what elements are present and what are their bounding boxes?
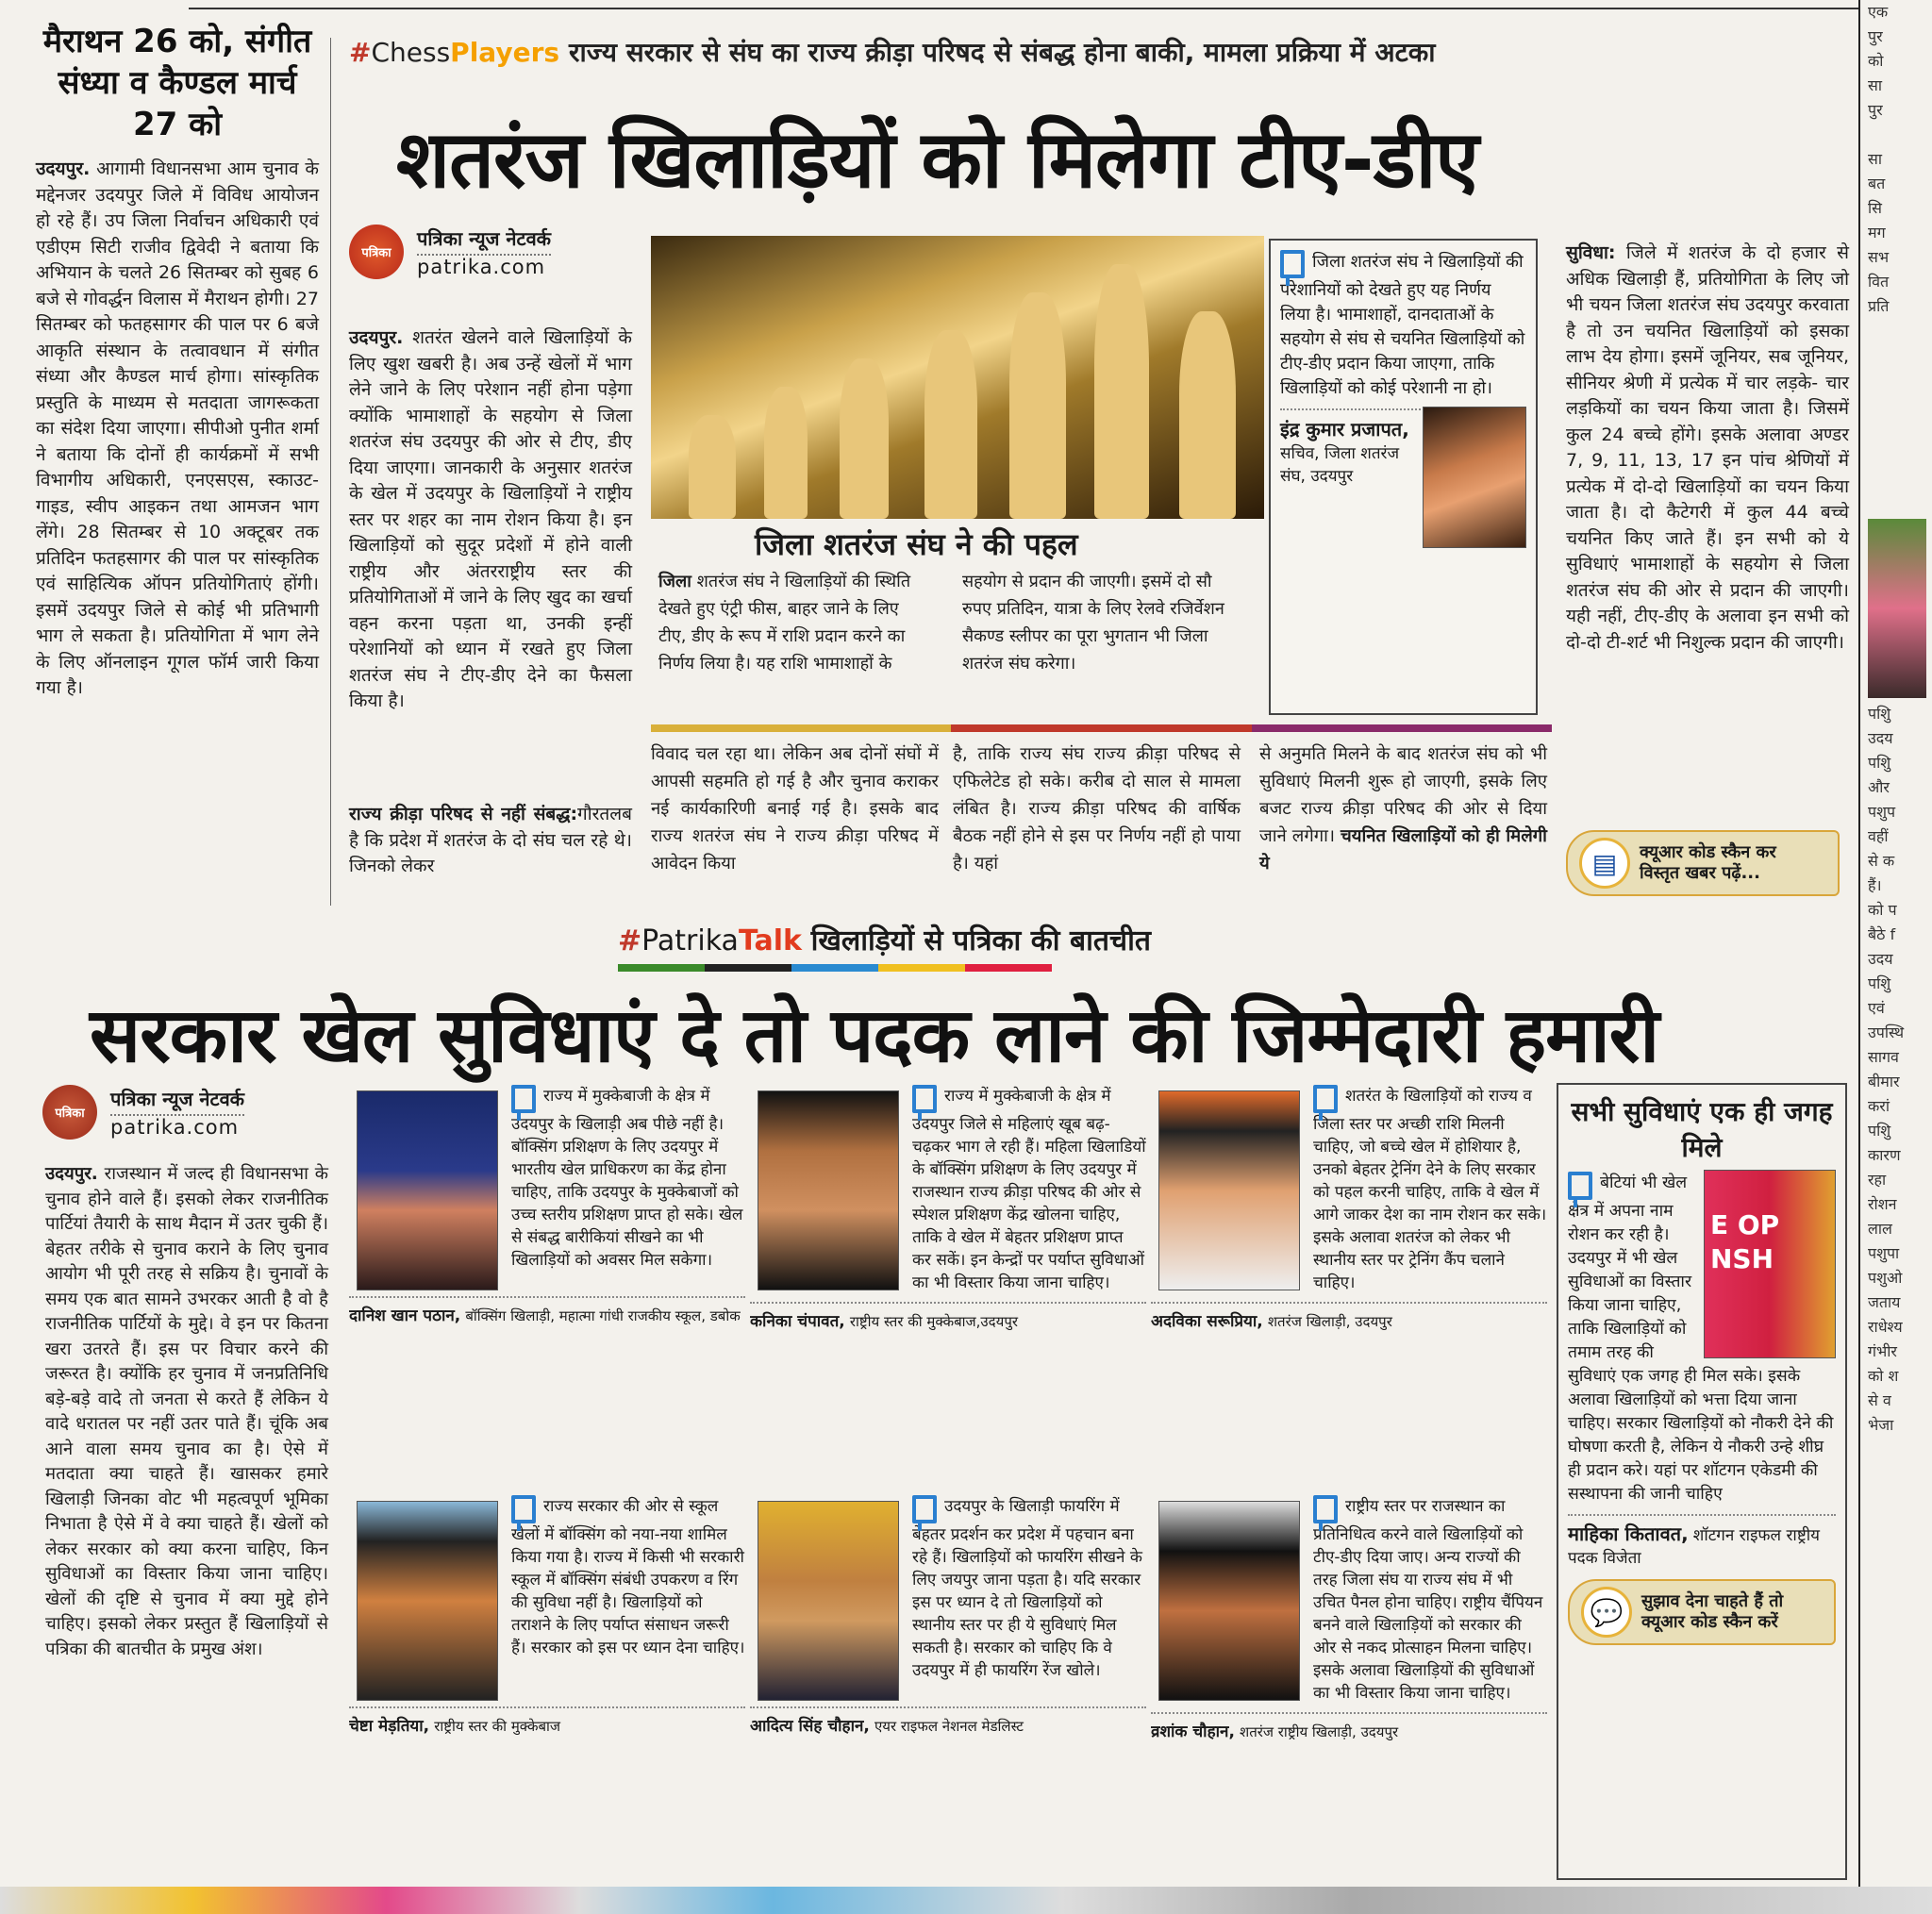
patrika-site-link[interactable]: patrika.com [110,1116,240,1139]
chess-kicker: #ChessPlayers राज्य सरकार से संघ का राज्य क्रीड़ा परिषद से संबद्ध होना बाकी, मामला प्रक्रिया में अटका [349,37,1436,68]
adjacent-line: कारण [1868,1146,1901,1164]
patrika-logo: पत्रिका [42,1085,97,1140]
newspaper-icon: ▤ [1579,838,1630,889]
chess-col-c: से अनुमति मिलने के बाद शतरंज संघ को भी सुविधाएं मिलनी शुरू हो जाएगी, इसके लिए बजट राज्य क्रीड़ा परिषद की ओर से दिया जाने लगेगा। चयनित खिलाड़ियों को ही मिलेगी ये [1259,744,1547,874]
adjacent-line: रोशन [1868,1195,1897,1213]
adjacent-line: सभ [1868,248,1890,266]
column-rule [330,38,331,906]
left-story-headline: मैराथन 26 को, संगीत संध्या व कैण्डल मार्च 27 को [42,23,312,143]
talk-byline: पत्रिका पत्रिका न्यूज नेटवर्क patrika.com [42,1085,244,1140]
adjacent-line: पशुि [1868,754,1891,772]
adjacent-line: पशुि [1868,1122,1891,1140]
facility-section: सुविधा: जिले में शतरंज के दो हजार से अधिक खिलाड़ी हैं, प्रतियोगिता के लिए जो भी चयन जिला शतरंज संघ उदयपुर करवाता है तो उन चयनित खिलाड़ियों को इसका लाभ देय होगा। इसमें जूनियर, सब जूनियर, सीनियर श्रेणी में प्रत्येक में चार लड़के- चार लड़कियों का चयन किया जाता है। जिसमें कुल 24 बच्चे होंगे। इसके अलावा अण्डर 7, 9, 11, 13, 17 इन पांच श्रेणियों में प्रत्येक में दो-दो खिलाड़ियों का चयन किया जाता है। दो कैटेगरी में कुल 44 बच्चे चयनित किए जाते हैं। इन सभी को ये सुविधाएं भामाशाहों के सहयोग से जिला शतरंज संघ की ओर से प्रदान की जाएगी। यही नहीं, टीए-डीए के अलावा इन सभी को दो-दो टी-शर्ट भी निशुल्क प्रदान की जाएगी। [1566,242,1849,653]
patrika-site-link[interactable]: patrika.com [417,256,546,278]
player-card: उदयपुर के खिलाड़ी फायरिंग में बेहतर प्रदर्शन कर प्रदेश में पहचान बना रहे हैं। खिलाड़ियों को फायरिंग सीखने के लिए जयपुर जाना पड़ता है। यदि सरकार इस पर ध्यान दे तो खिलाड़ियों को स्थानीय स्तर पर ही ये सुविधाएं मिल सकती है। सरकार को चाहिए कि वे उदयपुर में ही फायरिंग रेंज खोले। आदित्य सिंह चौहान, एयर राइफल नेशनल मेडलिस्ट [750,1495,1146,1901]
side-box: सभी सुविधाएं एक ही जगह मिले E OP NSH बेटियां भी खेल क्षेत्र में अपना नाम रोशन कर रही है। उदयपुर में भी खेल सुविधाओं का विस्तार किया जाना चाहिए, ताकि खिलाड़ियों को तमाम तरह की सुविधाएं एक जगह ही मिल सके। इसके अलावा खिलाड़ियों को भत्ता दिया जाना चाहिए। सरकार खिलाड़ियों को नौकरी देने की घोषणा करती है, लेकिन ये नौकरी उन्हे शीघ्र ही प्रदान करे। यहां पर शॉटगन एकेडमी की सस्थापना की जानी चाहिए माहिका कितावत, शॉटगन राइफल राष्ट्रीय पदक विजेता 💬 सुझाव देना चाहते हैं तो क्यूआर कोड स्कैन करें [1557,1083,1847,1880]
quote-icon [1313,1495,1338,1523]
player-card: राज्य सरकार की ओर से स्कूल खेलों में बॉक्सिंग को नया-नया शामिल किया गया है। राज्य में किसी भी सरकारी स्कूल में बॉक्सिंग संबंधी उपकरण व रिंग की सुविधा नहीं है। खिलाड़ियों को तराशने के लिए पर्याप्त संसाधन जरूरी हैं। सरकार को इस पर ध्यान देना चाहिए। चेष्टा मेड़तिया, राष्ट्रीय स्तर की मुक्केबाज [349,1497,745,1736]
secretary-photo [1423,407,1526,548]
print-color-strip [0,1887,1932,1914]
adjacent-line: मग [1868,224,1886,241]
adjacent-line: सा [1868,150,1882,168]
adjacent-line: प्रति [1868,297,1890,315]
chat-bubbles-icon: 💬 [1581,1587,1632,1638]
chess-byline: पत्रिका पत्रिका न्यूज नेटवर्क patrika.com [349,225,551,279]
adjacent-line: करां [1868,1097,1890,1115]
quote-name: इंद्र कुमार प्रजापत, [1280,418,1409,441]
player-photo [758,1501,899,1701]
player-photo [1158,1090,1300,1290]
adjacent-line: लाल [1868,1220,1892,1238]
quote-icon [1568,1172,1592,1200]
adjacent-article-strip [1858,0,1932,1887]
adjacent-line: पशुि [1868,974,1891,992]
adjacent-line: जताय [1868,1293,1901,1311]
adjacent-line: एवं [1868,999,1885,1017]
left-story [36,21,319,702]
chess-pieces-photo [651,236,1264,519]
quote-icon [912,1495,937,1523]
adjacent-line: बीमार [1868,1073,1900,1090]
adjacent-line: सा [1868,76,1882,94]
dateline: उदयपुर. [36,158,91,179]
subhead: राज्य क्रीड़ा परिषद से नहीं संबद्ध: [349,804,578,824]
adjacent-line: गंभीर [1868,1342,1897,1360]
adjacent-line: उदय [1868,729,1893,747]
adjacent-line: बत [1868,175,1886,192]
player-card: राष्ट्रीय स्तर पर राजस्थान का प्रतिनिधित्व करने वाले खिलाड़ियों को टीए-डीए दिया जाए। अन्य राज्यों की तरह जिला संघ या राज्य संघ में भी उचित पैनल होना चाहिए। राष्ट्रीय चैंपियन बनने वाले खिलाड़ियों को सरकार की ओर से नकद प्रोत्साहन मिलना चाहिए। इसके अलावा खिलाड़ियों की सुविधाओं का भी विस्तार किया जाना चाहिए। व्रशांक चौहान, शतरंज राष्ट्रीय खिलाड़ी, उदयपुर [1151,1495,1547,1901]
patrika-logo: पत्रिका [349,225,404,279]
adjacent-line: बैठे f [1868,925,1896,943]
adjacent-line: वहीं [1868,827,1889,845]
talk-headline: सरकार खेल सुविधाएं दे तो पदक लाने की जिम्मेदारी हमारी [90,991,1659,1079]
quote-icon [1280,250,1305,278]
photo-text-a: जिला शतरंज संघ ने खिलाड़ियों की स्थिति देखते हुए एंट्री फीस, बाहर जाने के लिए टीए, डीए के रूप में राशि प्रदान करने का निर्णय लिया है। यह राशि भामाशाहों के [658,572,911,674]
adjacent-line: से व [1868,1391,1891,1409]
photo-caption: जिला शतरंज संघ ने की पहल [755,526,1078,562]
adjacent-line: पशुि [1868,705,1891,723]
suggestion-qr-badge[interactable]: 💬 सुझाव देना चाहते हैं तो क्यूआर कोड स्कैन करें [1568,1579,1836,1645]
adjacent-line: को प [1868,901,1897,919]
talk-kicker: #PatrikaTalk खिलाड़ियों से पत्रिका की बातचीत [618,924,1151,957]
qr-code-badge[interactable]: ▤ क्यूआर कोड स्कैन कर विस्तृत खबर पढ़ें... [1566,830,1840,896]
quote-icon [912,1085,937,1113]
olympic-color-bar [618,964,1052,972]
side-box-headline: सभी सुविधाएं एक ही जगह मिले [1571,1096,1833,1163]
quote-icon [511,1495,536,1523]
side-box-photo: E OP NSH [1704,1170,1836,1358]
left-story-body: उदयपुर. आगामी विधानसभा आम चुनाव के मद्देनजर उदयपुर जिले में विविध आयोजन हो रहे हैं। उप जिला निर्वाचन अधिकारी एवं एडीएम सिटी राजीव द्विवेदी ने बताया कि अभियान के चलते 26 सितम्बर को सुबह 6 बजे से गोवर्द्धन विलास में मैराथन होगी। 27 सितम्बर को फतहसागर की पाल पर 6 बजे आकृति संस्थान के तत्वावधान में संगीत संध्या और कैण्डल मार्च होगा। सांस्कृतिक प्रस्तुति के माध्यम से मतदाता जागरूकता का संदेश दिया जाएगा। सीपीओ पुनीत शर्मा ने बताया कि दोनों ही कार्यक्रमों में सभी विभागीय अधिकारी, एनएसएस, स्काउट-गाइड, स्वीप आइकन तथा आमजन भाग लेंगे। 28 सितम्बर से 10 अक्टूबर तक प्रतिदिन फतहसागर की पाल पर सांस्कृतिक एवं साहित्यिक ऑपन प्रतियोगिताएं होंगी। इसमें उदयपुर जिले से कोई भी प्रतिभागी भाग ले सकता है। प्रतियोगिता में भाग लेने के लिए ऑनलाइन गूगल फॉर्म जारी किया गया है। [36,158,319,698]
adjacent-line: उदय [1868,950,1893,968]
player-photo [357,1090,498,1290]
player-card: राज्य में मुक्केबाजी के क्षेत्र में उदयपुर के खिलाड़ी अब पीछे नहीं है। बॉक्सिंग प्रशिक्षण के लिए उदयपुर में भारतीय खेल प्राधिकरण का केंद्र होना चाहिए, ताकि उदयपुर के मुक्केबाजों को उच्च स्तरीय प्रशिक्षण प्राप्त हो सके। खेल से संबद्ध बारीकियां सीखने का भी खिलाड़ियों को अवसर मिल सकेगा। दानिश खान पठान, बॉक्सिंग खिलाड़ी, महात्मा गांधी राजकीय स्कूल, डबोक [349,1085,745,1490]
chess-headline: शतरंज खिलाड़ियों को मिलेगा टीए-डीए [396,113,1478,206]
adjacent-line: उपस्थि [1868,1024,1905,1041]
player-card: राज्य में मुक्केबाजी के क्षेत्र में उदयपुर जिले से महिलाएं खूब बढ़-चढ़कर भाग ले रही हैं। महिला खिलाडियों के बॉक्सिंग प्रशिक्षण के लिए उदयपुर में राजस्थान राज्य क्रीड़ा परिषद की ओर से स्पेशल प्रशिक्षण केंद्र खोलना चाहिए, ताकि वे खेल में बेहतर प्रशिक्षण प्राप्त कर सकें। इन केन्द्रों पर पर्याप्त सुविधाओं का भी विस्तार किया जाना चाहिए। कनिका चंपावत, राष्ट्रीय स्तर की मुक्केबाज,उदयपुर [750,1087,1146,1331]
adjacent-line: सि [1868,199,1882,217]
chess-col-a: विवाद चल रहा था। लेकिन अब दोनों संघों में आपसी सहमति हो गई है और चुनाव कराकर नई कार्यकारिणी बनाई गई है। इसके बाद राज्य शतरंज संघ ने राज्य क्रीड़ा परिषद में आवेदन किया [651,744,939,874]
player-photo [758,1090,899,1290]
chess-body-1: उदयपुर. शतरंत खेलने वाले खिलाड़ियों के लिए खुश खबरी है। अब उन्हें खेलों में भाग लेने जाने के लिए परेशान नहीं होना पड़ेगा क्योंकि भामाशाहों के सहयोग से जिला शतरंज संघ उदयपुर की ओर से टीए, डीए दिया जाएगा। जानकारी के अनुसार शतरंज के खेल में उदयपुर के खिलाड़ियों ने राष्ट्रीय स्तर पर शहर का नाम रोशन किया है। इन खिलाड़ियों को सुदूर प्रदेशों में होने वाली राष्ट्रीय और अंतरराष्ट्रीय स्तर की प्रतियोगिताओं में जाने के लिए खुद का खर्चा वहन करना पड़ता था, उनकी इन्हीं परेशानियों को ध्यान में रखते हुए जिला शतरंज संघ ने टीए-डीए देने का फैसला किया है। [349,327,632,711]
player-card: शतरंत के खिलाड़ियों को राज्य व जिला स्तर पर अच्छी राशि मिलनी चाहिए, जो बच्चे खेल में होशियार है, उनको बेहतर ट्रेनिंग देने के लिए सरकार को पहल करनी चाहिए, ताकि वे खेल में आगे जाकर देश का नाम रोशन कर सके। इसके अलावा शतरंज को लेकर भी स्थानीय स्तर पर ट्रेनिंग कैंप चलाने चाहिए। अदविका सरूप्रिया, शतरंज खिलाड़ी, उदयपुर [1151,1087,1547,1331]
color-divider [651,724,1552,732]
adjacent-line: सागव [1868,1048,1899,1066]
adjacent-line: राधेश्य [1868,1318,1903,1336]
quote-role: सचिव, जिला शतरंज संघ, उदयपुर [1280,444,1400,486]
adjacent-line: को [1868,52,1884,70]
adjacent-line: पशुओ [1868,1269,1903,1287]
chess-body-2: राज्य क्रीड़ा परिषद से नहीं संबद्ध:गौरतलब है कि प्रदेश में शतरंज के दो संघ चल रहे थे। जिनको लेकर [349,804,632,876]
photo-text-b: सहयोग से प्रदान की जाएगी। इसमें दो सौ रुपए प्रतिदिन, यात्रा के लिए रेलवे रजिर्वेशन सैकण्ड स्लीपर का पूरा भुगतान भी जिला शतरंज संघ करेगा। [962,572,1224,674]
adjacent-line: एक [1868,3,1889,21]
adjacent-line: पशुपा [1868,1244,1900,1262]
adjacent-line: वित [1868,273,1890,291]
player-photo [1158,1501,1300,1701]
adjacent-line: और [1868,778,1890,796]
adjacent-line: पुर [1868,101,1883,119]
adjacent-line: रहा [1868,1171,1887,1189]
talk-body: उदयपुर. राजस्थान में जल्द ही विधानसभा के चुनाव होने वाले हैं। इसको लेकर राजनीतिक पार्टियां तैयारी के साथ मैदान में उतर चुकी हैं। बेहतर तरीके से चुनाव कराने के लिए चुनाव आयोग भी पूरी तरह से सक्रिय है। चुनावों के समय एक बात सामने उभरकर आती है वो है राजनीतिक पार्टियों के मुद्दे। वे इन पर कितना खरा उतरते हैं। इस पर विचार करने की जरूरत है। क्योंकि हर चुनाव में जनप्रतिनिधि बड़े-बड़े वादे तो जनता से करते हैं लेकिन ये वादे धरातल पर नहीं उतर पाते हैं। चूंकि अब आने वाला समय चुनाव का है। ऐसे में मतदाता क्या चाहते हैं। खासकर हमारे खिलाड़ी जिनका वोट भी महत्वपूर्ण भूमिका निभाता है ऐसे में वे क्या चाहते हैं। खेलों को लेकर सरकार को क्या करना चाहिए, किन सुविधाओं का विस्तार किया जाना चाहिए। खेलों की दृष्टि से चुनाव में क्या मुद्दे होने चाहिए। इसको लेकर प्रस्तुत हैं खिलाड़ियों से पत्रिका की बातचीत के प्रमुख अंश। [45,1164,328,1659]
player-photo [357,1501,498,1701]
quote-icon [1313,1085,1338,1113]
chess-col-b: है, ताकि राज्य संघ राज्य क्रीड़ा परिषद से एफिलेटेड हो सके। करीब दो साल से मामला लंबित है। राज्य क्रीड़ा परिषद की वार्षिक बैठक नहीं होने से इस पर निर्णय नहीं हो पाया है। यहां [953,744,1241,874]
adjacent-line: पुर [1868,27,1883,45]
adjacent-line: भेजा [1868,1416,1894,1434]
quote-icon [511,1085,536,1113]
adjacent-line: को श [1868,1367,1899,1385]
adjacent-line: से क [1868,852,1895,870]
secretary-quote-box: जिला शतरंज संघ ने खिलाड़ियों की परेशानियों को देखते हुए यह निर्णय लिया है। भामाशाहों, दानदाताओं के सहयोग से संघ से चयनित खिलाड़ियों को टीए-डीए प्रदान किया जाएगा, ताकि खिलाड़ियों को कोई परेशानी ना हो। इंद्र कुमार प्रजापत, सचिव, जिला शतरंज संघ, उदयपुर [1269,239,1538,715]
adjacent-line: पशुप [1868,803,1896,821]
top-rule [189,8,1858,9]
adjacent-photo [1868,519,1926,698]
adjacent-line: हैं। [1868,876,1882,894]
